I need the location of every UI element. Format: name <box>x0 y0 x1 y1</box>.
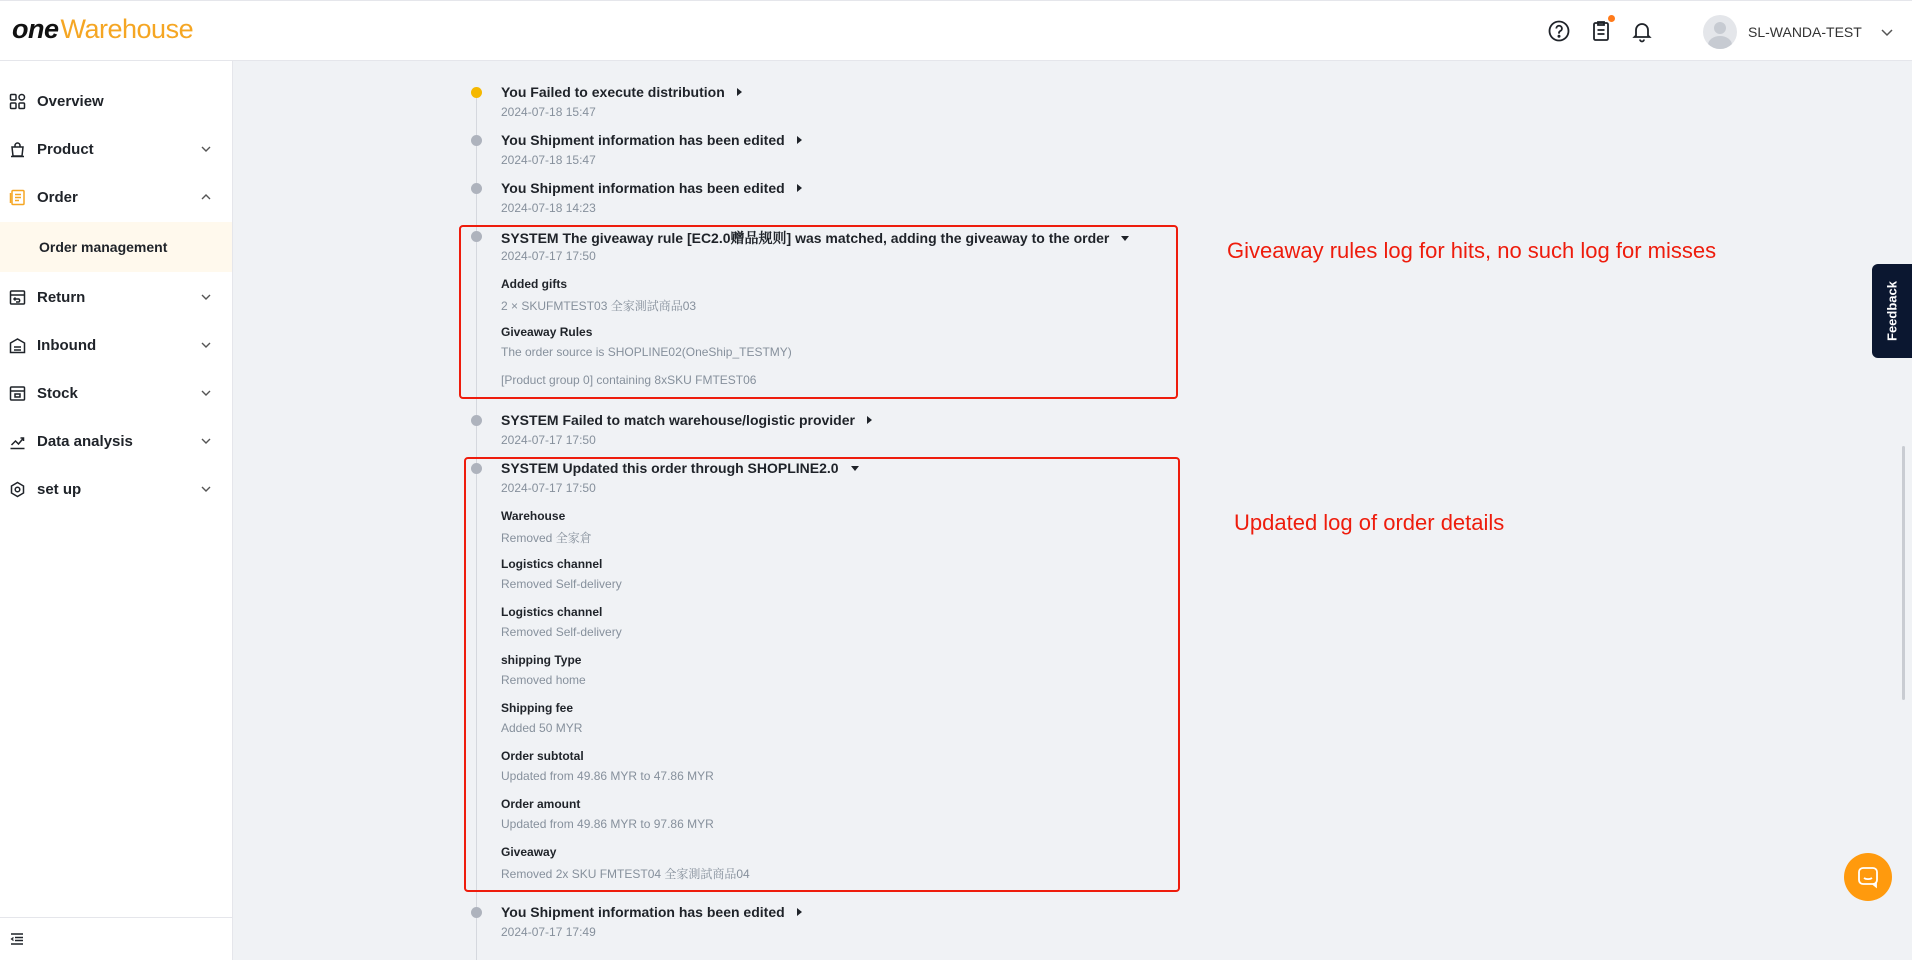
caret-right-icon[interactable] <box>797 136 802 144</box>
chevron-down-icon <box>199 482 213 496</box>
timeline-item-title[interactable] <box>501 132 802 148</box>
sidebar <box>0 61 233 960</box>
stock-icon <box>9 385 26 402</box>
detail-value: Removed 全家倉 <box>501 531 592 545</box>
timeline-dot <box>471 415 482 426</box>
detail-label: Logistics channel <box>501 605 603 619</box>
sidebar-item-order[interactable] <box>0 179 233 215</box>
sidebar-item-overview[interactable] <box>0 83 233 119</box>
timeline-item-title[interactable] <box>501 412 872 428</box>
sidebar-item-product[interactable] <box>0 131 233 167</box>
caret-right-icon[interactable] <box>867 416 872 424</box>
logo[interactable] <box>12 14 193 45</box>
annotation-updated-note: Updated log of order details <box>1234 510 1505 535</box>
chat-icon <box>1856 865 1880 889</box>
timeline-dot <box>471 135 482 146</box>
detail-label: shipping Type <box>501 653 582 667</box>
timeline-title-text: SYSTEM The giveaway rule [EC2.0赠品规则] was matched, adding the giveaway to the order <box>501 230 1110 246</box>
return-icon <box>9 289 26 306</box>
timeline-item-title[interactable] <box>501 84 742 100</box>
timeline-time: 2024-07-18 15:47 <box>501 153 596 167</box>
timeline-title-text: SYSTEM Updated this order through SHOPLINE2.0 <box>501 460 839 476</box>
timeline-title-text: You Failed to execute distribution <box>501 84 725 100</box>
timeline-time: 2024-07-17 17:49 <box>501 925 596 939</box>
chevron-down-icon <box>199 434 213 448</box>
detail-value: Removed 2x SKU FMTEST04 全家測試商品04 <box>501 867 750 881</box>
chevron-down-icon <box>199 386 213 400</box>
sidebar-item-label: Product <box>37 140 94 158</box>
detail-label: Giveaway Rules <box>501 325 593 339</box>
timeline-item-title[interactable] <box>501 180 802 196</box>
chevron-up-icon <box>199 190 213 204</box>
detail-label: Added gifts <box>501 277 567 291</box>
settings-icon <box>9 481 26 498</box>
sidebar-item-inbound[interactable] <box>0 327 233 363</box>
scrollbar[interactable] <box>1902 446 1905 700</box>
detail-value: Removed Self-delivery <box>501 577 622 591</box>
sidebar-item-return[interactable] <box>0 279 233 315</box>
detail-value: Removed Self-delivery <box>501 625 622 639</box>
sidebar-item-label: set up <box>37 480 82 498</box>
feedback-tab[interactable] <box>1872 264 1912 358</box>
caret-right-icon[interactable] <box>797 184 802 192</box>
detail-label: Order amount <box>501 797 581 811</box>
logo-one: one <box>12 14 59 44</box>
sidebar-subitem-label: Order management <box>39 239 168 255</box>
sidebar-item-label: Stock <box>37 384 78 402</box>
timeline-time: 2024-07-17 17:50 <box>501 249 596 263</box>
timeline-title-text: You Shipment information has been edited <box>501 904 785 920</box>
annotation-box-giveaway <box>459 225 1178 399</box>
overview-grid-icon <box>9 93 26 110</box>
detail-value: The order source is SHOPLINE02(OneShip_TESTMY) <box>501 345 792 359</box>
sidebar-subitem-order-management[interactable] <box>0 222 232 272</box>
notification-dot <box>1608 15 1615 22</box>
caret-right-icon[interactable] <box>797 908 802 916</box>
collapse-menu-icon[interactable] <box>9 931 25 947</box>
sidebar-item-set-up[interactable] <box>0 471 233 507</box>
sidebar-item-label: Inbound <box>37 336 97 354</box>
detail-label: Warehouse <box>501 509 566 523</box>
timeline-time: 2024-07-17 17:50 <box>501 481 596 495</box>
detail-label: Giveaway <box>501 845 557 859</box>
order-list-icon <box>9 189 26 206</box>
avatar[interactable] <box>1703 15 1737 49</box>
product-bag-icon <box>9 141 26 158</box>
feedback-label: Feedback <box>1884 281 1900 341</box>
sidebar-footer <box>0 917 232 960</box>
chevron-down-icon <box>199 290 213 304</box>
timeline-time: 2024-07-18 14:23 <box>501 201 596 215</box>
timeline-dot <box>471 183 482 194</box>
timeline-title-text: SYSTEM Failed to match warehouse/logistic provider <box>501 412 855 428</box>
sidebar-item-label: Data analysis <box>37 432 133 450</box>
detail-label: Shipping fee <box>501 701 573 715</box>
sidebar-item-label: Overview <box>37 92 104 110</box>
detail-value: Removed home <box>501 673 586 687</box>
chat-button[interactable] <box>1844 853 1892 901</box>
sidebar-item-label: Order <box>37 188 78 206</box>
detail-value: Updated from 49.86 MYR to 47.86 MYR <box>501 769 714 783</box>
timeline-title-text: You Shipment information has been edited <box>501 180 785 196</box>
timeline-time: 2024-07-18 15:47 <box>501 105 596 119</box>
sidebar-item-label: Return <box>37 288 86 306</box>
timeline-dot-active <box>471 87 482 98</box>
caret-right-icon[interactable] <box>737 88 742 96</box>
annotation-giveaway-note: Giveaway rules log for hits, no such log for misses <box>1227 238 1717 263</box>
timeline-time: 2024-07-17 17:50 <box>501 433 596 447</box>
detail-label: Logistics channel <box>501 557 603 571</box>
timeline-title-text: You Shipment information has been edited <box>501 132 785 148</box>
sidebar-item-stock[interactable] <box>0 375 233 411</box>
detail-value: Updated from 49.86 MYR to 97.86 MYR <box>501 817 714 831</box>
sidebar-item-data-analysis[interactable] <box>0 423 233 459</box>
timeline-item-title[interactable] <box>501 904 802 920</box>
detail-value: [Product group 0] containing 8xSKU FMTEST06 <box>501 373 757 387</box>
clipboard-icon[interactable] <box>1589 19 1613 43</box>
detail-value: Added 50 MYR <box>501 721 583 735</box>
help-icon[interactable] <box>1547 19 1571 43</box>
detail-value: 2 × SKUFMTEST03 全家測試商品03 <box>501 299 697 313</box>
detail-label: Order subtotal <box>501 749 584 763</box>
timeline-dot <box>471 907 482 918</box>
logo-warehouse: Warehouse <box>60 14 194 44</box>
chevron-down-icon <box>199 142 213 156</box>
inbound-icon <box>9 337 26 354</box>
annotation-box-updated <box>464 457 1180 892</box>
chart-icon <box>9 433 26 450</box>
chevron-down-icon[interactable] <box>1880 25 1894 39</box>
user-name[interactable]: SL-WANDA-TEST <box>1748 24 1862 40</box>
top-header <box>0 0 1912 61</box>
chevron-down-icon <box>199 338 213 352</box>
bell-icon[interactable] <box>1630 19 1654 43</box>
